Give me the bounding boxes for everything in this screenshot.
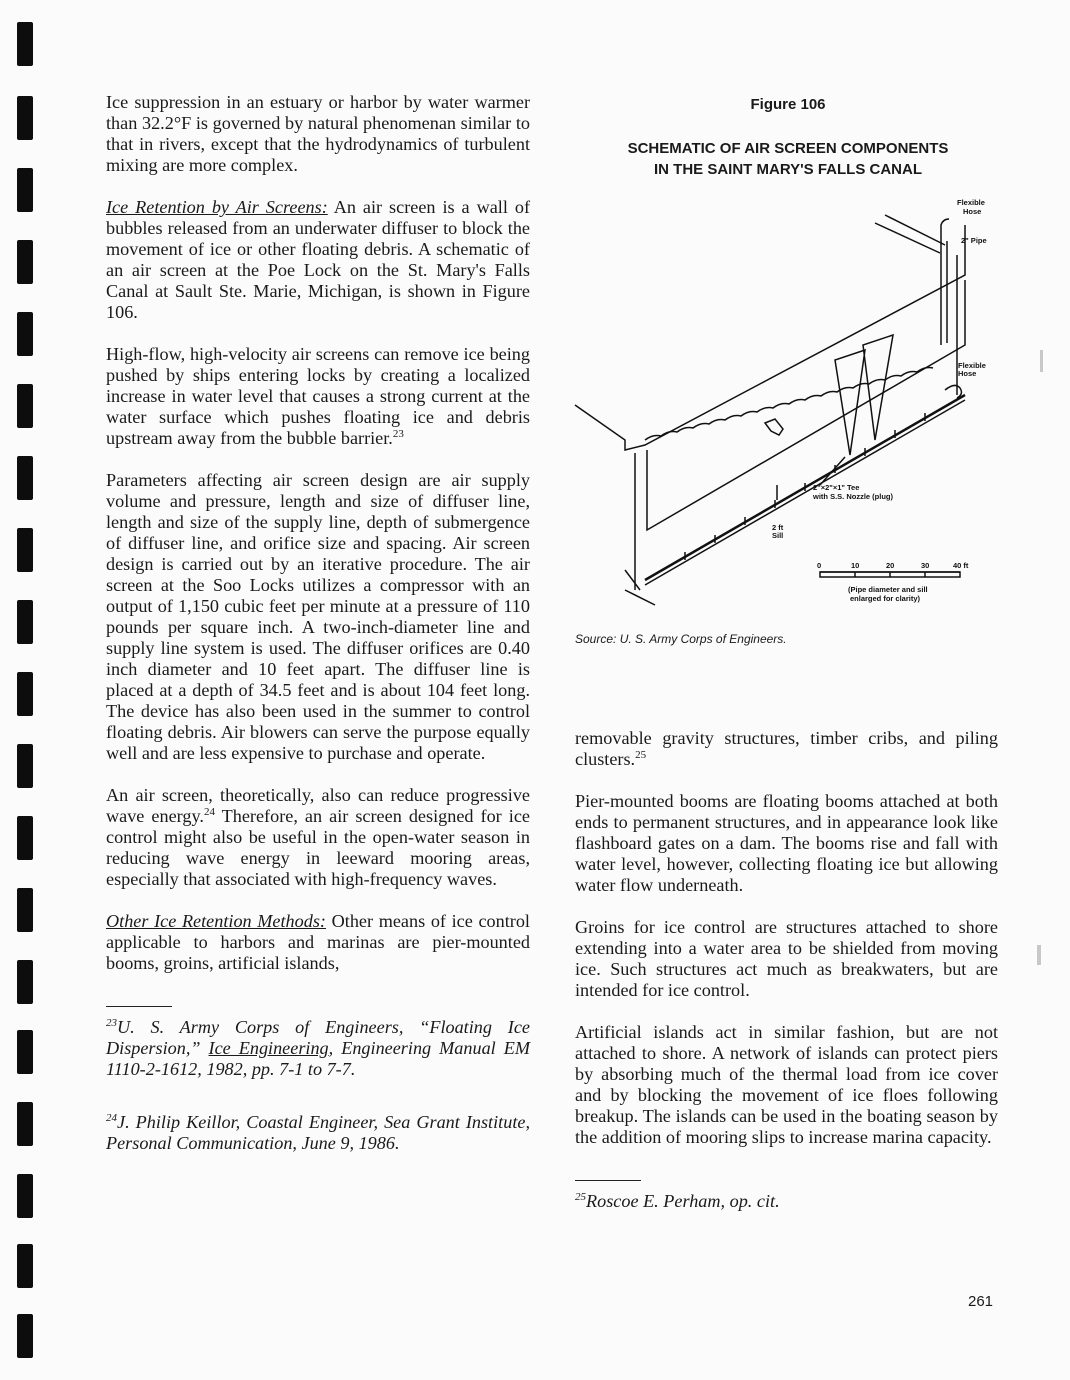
figure-source: Source: U. S. Army Corps of Engineers. [575,632,787,646]
label-flexible-hose: Hose [958,369,977,378]
binding-bar [17,1244,33,1288]
scale-label: 30 [921,561,930,570]
binding-bar [17,528,33,572]
wall-outline [575,225,965,450]
paragraph-text: High-flow, high-velocity air screens can remove ice being pushed by ships entering locks by creating a localized increase in water level that causes a strong current at the water surface which pushes floating ice and debris upstream away from the bubble barrier. [106,344,530,448]
scale-note: enlarged for clarity) [850,594,921,603]
paragraph [106,197,530,323]
label-tee-nozzle: with S.S. Nozzle (plug) [813,492,893,501]
paragraph [106,911,530,974]
label-flexible-hose: Hose [963,207,982,216]
scan-speck [1037,945,1041,965]
air-screen-schematic [565,195,1010,625]
binding-bar [17,240,33,284]
page-number: 261 [968,1293,994,1310]
binding-bar [17,600,33,644]
spiral-binding [0,0,60,1380]
scale-label: 10 [851,561,860,570]
scan-speck [1040,350,1043,372]
floor-edge [625,570,640,590]
footnote [106,1017,530,1080]
binding-bar [17,744,33,788]
paragraph-text: Other means of ice control applicable to harbors and marinas are pier-mounted booms, groins, artificial islands, [106,911,530,973]
binding-bar [17,1174,33,1218]
water-surface [645,368,933,441]
binding-bar [17,672,33,716]
figure-title-line: IN THE SAINT MARY'S FALLS CANAL [653,161,922,178]
label-sill: 2 ft [772,523,784,532]
footnote-title: Ice Engineering [208,1038,329,1058]
figure-title-line: SCHEMATIC OF AIR SCREEN COMPONENTS [627,140,949,157]
binding-bar [17,960,33,1004]
footnote-text: Roscoe E. Perham, op. cit. [586,1191,780,1211]
footnote-ref: 23 [392,427,404,440]
binding-bar [17,168,33,212]
label-sill: Sill [772,531,784,540]
paragraph-text: removable gravity structures, timber cribs, and piling clusters. [575,728,998,769]
paragraph [575,728,998,770]
binding-bar [17,816,33,860]
label-tee: 2"×2"×1" Tee [813,483,860,492]
label-flexible-hose: Flexible [957,198,985,207]
paragraph [106,344,530,449]
footnote-number: 25 [575,1190,586,1203]
binding-bar [17,1030,33,1074]
paragraph-text: An air screen, theoretically, also can reduce progressive wave energy. [106,785,530,826]
footnote-text: , Engineering Manual EM 1110-2-1612, 1982, pp. 7-1 to 7-7. [106,1038,531,1079]
footnote-ref: 24 [203,805,215,818]
paragraph: Artificial islands act in similar fashion, but are not attached to shore. A network of islands can protect piers by absorbing much of the thermal load from ice cover and by blocking the movement of ice floes following breakup. The islands can be used in the boating season by the addition of mooring slips to increase marina capacity. [575,1022,998,1147]
paragraph: Pier-mounted booms are floating booms attached at both ends to permanent structures, and in appearance look like flashboard gates on a dam. The booms rise and fall with water level, however, collecting floating ice but allowing water flow underneath. [575,791,998,895]
footnote [575,1191,998,1212]
bubble-plume [863,335,893,440]
binding-bar [17,384,33,428]
footnote-text: U. S. Army Corps of Engineers, “Floating Ice Dispersion,” [106,1017,530,1058]
binding-bar [17,22,33,66]
binding-bar [17,1102,33,1146]
wall-top-edge [885,215,945,245]
paragraph: Groins for ice control are structures attached to shore extending into a water area to be shielded from moving ice. Such structures act much as breakwaters, but are intended for ice control. [575,917,998,1000]
footnote-ref: 25 [635,748,647,761]
floor-edge [625,590,655,605]
paragraph: Ice suppression in an estuary or harbor by water warmer than 32.2°F is governed by natural phenomenan similar to that in rivers, except that the hydrodynamics of turbulent mixing are more complex. [106,92,530,175]
bubble-plume [835,350,865,455]
paragraph [106,785,530,890]
binding-bar [17,312,33,356]
flexible-hose-loop [945,385,961,398]
figure-number: Figure 106 [750,96,826,113]
scale-label: 0 [817,561,822,570]
binding-bar [17,888,33,932]
left-column [106,92,530,1154]
footnote-text: J. Philip Keillor, Coastal Engineer, Sea Grant Institute, Personal Communication, June 9, 1986. [106,1112,530,1153]
binding-bar [17,96,33,140]
figure-title [575,138,1001,180]
paragraph-text: Therefore, an air screen designed for ice control might also be useful in the open-water season in reducing wave energy in leeward mooring areas, especially that associated with high-frequency waves. [106,806,530,889]
paragraph-text: An air screen is a wall of bubbles released from an underwater diffuser to block the movement of ice or other floating debris. A schematic of an air screen at the Poe Lock on the St. Mary's Falls Canal at Sault Ste. Marie, Michigan, is shown in Figure 106. [106,197,530,322]
binding-bar [17,1314,33,1358]
footnote-number: 23 [106,1016,117,1029]
section-heading: Ice Retention by Air Screens: [106,197,328,217]
scale-note: (Pipe diameter and sill [848,585,928,594]
footnote [106,1112,530,1154]
flexible-hose [941,219,949,245]
scale-label: 20 [886,561,895,570]
footnote-number: 24 [106,1111,117,1124]
label-pipe: 2" Pipe [961,236,987,245]
right-column [575,728,998,1212]
label-flexible-hose: Flexible [958,361,986,370]
binding-bar [17,456,33,500]
scale-label: 40 ft [953,561,969,570]
ice-block [765,419,783,435]
paragraph: Parameters affecting air screen design are air supply volume and pressure, length and size of diffuser line, length and size of the supply line, depth of submergence of diffuser line, and orifice size and spacing. Air screen design is carried out by an iterative procedure. The air screen at the Soo Locks utilizes a compressor with an output of 1,150 cubic feet per minute at a pressure of 110 pounds per square inch. A two-inch-diameter line and supply line system is used. The diffuser orifices are 0.40 inch diameter and 10 feet apart. The diffuser line is placed at a depth of 34.5 feet and is about 104 feet long. The device has also been used in the summer to control floating debris. Air blowers can serve the purpose equally well and are less expensive to purchase and operate. [106,470,530,763]
section-heading: Other Ice Retention Methods: [106,911,326,931]
